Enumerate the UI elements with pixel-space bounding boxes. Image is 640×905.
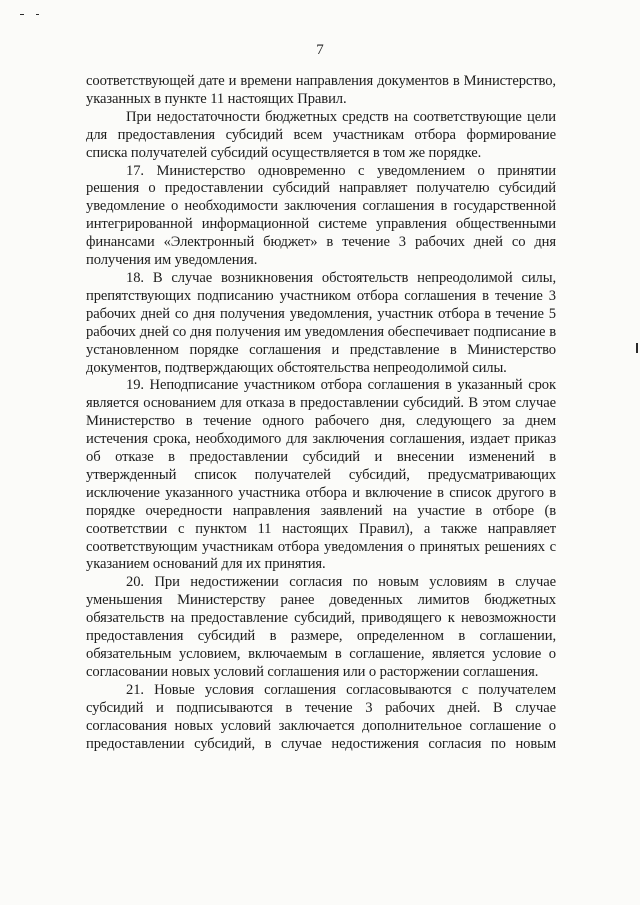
paragraph-continuation: соответствующей дате и времени направления документов в Министерство, указанных в пункте 11 настоящих Правил. (86, 73, 556, 107)
paragraph-insufficient-funds: При недостаточности бюджетных средств на соответствующие цели для предоставления субсидий всем участникам отбора формирование списка получателей субсидий осуществляется в том же порядке. (86, 108, 556, 161)
scan-artifact-right-edge (636, 343, 638, 353)
document-body (86, 73, 556, 753)
paragraph-18: 18. В случае возникновения обстоятельств непреодолимой силы, препятствующих подписанию участником отбора соглашения в течение 3 рабочих дней со дня получения уведомления, участник отбора в течение 5 рабочих дней со дня получения им уведомления обеспечивает подписание в установленном порядке соглашения и представление в Министерство документов, подтверждающих обстоятельства непреодолимой силы. (86, 269, 556, 376)
page-number: 7 (316, 42, 324, 58)
paragraph-21: 21. Новые условия соглашения согласовываются с получателем субсидий и подписываются в течение 3 рабочих дней. В случае согласования новых условий заключается дополнительное соглашение о предоставлении субсидий, в случае недостижения согласия по новым (86, 681, 556, 752)
paragraph-19: 19. Неподписание участником отбора соглашения в указанный срок является основанием для отказа в предоставлении субсидий. В этом случае Министерство в течение одного рабочего дня, следующего за днем истечения срока, необходимого для заключения соглашения, издает приказ об отказе в предоставлении субсидий и внесении изменений в утвержденный список получателей субсидий, предусматривающих исключение указанного участника отбора и включение в список другого в порядке очередности направления заявлений на участие в отборе (в соответствии с пунктом 11 настоящих Правил), а также направляет соответствующим участникам отбора уведомления о принятых решениях с указанием оснований для их принятия. (86, 377, 556, 573)
scan-artifact-top-left (20, 14, 24, 15)
scan-artifact-top-left-2 (36, 14, 39, 15)
paragraph-17: 17. Министерство одновременно с уведомлением о принятии решения о предоставлении субсидий направляет получателю субсидий уведомление о необходимости заключения соглашения в государственной интегрированной информационной системе управления общественными финансами «Электронный бюджет» в течение 3 рабочих дней со дня получения им уведомления. (86, 162, 556, 269)
paragraph-20: 20. При недостижении согласия по новым условиям в случае уменьшения Министерству ранее доведенных лимитов бюджетных обязательств на предоставление субсидий, приводящего к невозможности предоставления субсидий в размере, определенном в соглашении, обязательным условием, включаемым в соглашение, является условие о согласовании новых условий соглашения или о расторжении соглашения. (86, 574, 556, 680)
